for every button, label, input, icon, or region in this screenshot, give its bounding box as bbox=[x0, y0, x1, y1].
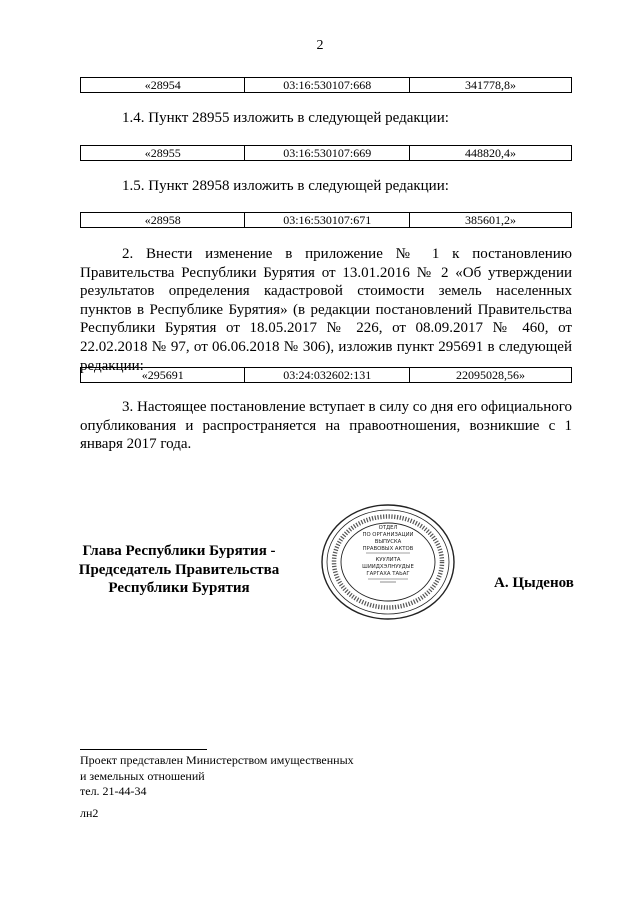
paragraph-3: 3. Настоящее постановление вступает в силу со дня его официального опубликования и распространяется на правоотношения, возникшие с 1 января 2017 года. bbox=[80, 399, 572, 453]
document-code: лн2 bbox=[80, 806, 99, 820]
table-row-28954 bbox=[80, 77, 572, 93]
seal-text: ВЫПУСКА bbox=[374, 539, 402, 545]
signatory-title-line: Председатель Правительства bbox=[78, 561, 280, 578]
seal-text: ПРАВОВЫХ АКТОВ bbox=[362, 546, 414, 552]
seal-text: ГАРГАХА ТАЬАГ bbox=[366, 571, 410, 577]
signatory-title-line: Республики Бурятия bbox=[108, 580, 250, 596]
cadastral-value: 385601,2» bbox=[409, 213, 571, 228]
footer-line: Проект представлен Министерством имущественных bbox=[80, 753, 354, 767]
footer-note bbox=[80, 753, 354, 800]
page-number: 2 bbox=[316, 38, 324, 53]
table-row-295691 bbox=[80, 367, 572, 383]
official-seal bbox=[318, 502, 458, 622]
row-number: «28958 bbox=[81, 213, 245, 228]
row-number: «295691 bbox=[81, 368, 245, 383]
footer-line: и земельных отношений bbox=[80, 768, 205, 783]
paragraph-1-5: 1.5. Пункт 28958 изложить в следующей редакции: bbox=[122, 178, 449, 194]
footer-divider bbox=[80, 749, 207, 750]
row-number: «28954 bbox=[81, 78, 245, 93]
signatory-title bbox=[72, 542, 286, 598]
signatory-title-line: Глава Республики Бурятия - bbox=[82, 543, 276, 559]
seal-text: ШИИДХЭЛНУУДЫЕ bbox=[362, 564, 414, 570]
seal-text: ОТДЕЛ bbox=[378, 525, 398, 531]
signatory-name: А. Цыденов bbox=[494, 575, 574, 591]
table-row-28958 bbox=[80, 212, 572, 228]
cadastral-number: 03:16:530107:671 bbox=[245, 213, 409, 228]
paragraph-1-4: 1.4. Пункт 28955 изложить в следующей редакции: bbox=[122, 110, 449, 126]
cadastral-number: 03:16:530107:668 bbox=[245, 78, 409, 93]
cadastral-value: 448820,4» bbox=[409, 146, 571, 161]
cadastral-number: 03:16:530107:669 bbox=[245, 146, 409, 161]
paragraph-2: 2. Внести изменение в приложение № 1 к постановлению Правительства Республики Бурятия от 13.01.2016 № 2 «Об утверждении результатов определения кадастровой стоимости земель населенных пунктов в Республике Бурятия» (в редакции постановлений Правительства Республики Бурятия от 18.05.2017 № 226, от 08.09.2017 № 460, от 22.02.2018 № 97, от 06.06.2018 № 306), изложив пункт 295691 в следующей редакции: bbox=[80, 246, 572, 374]
seal-text: ПО ОРГАНИЗАЦИИ bbox=[362, 532, 414, 538]
footer-line: тел. 21-44-34 bbox=[80, 784, 147, 798]
cadastral-number: 03:24:032602:131 bbox=[245, 368, 409, 383]
cadastral-value: 341778,8» bbox=[409, 78, 571, 93]
row-number: «28955 bbox=[81, 146, 245, 161]
seal-text: КУУЛИТА bbox=[375, 557, 401, 563]
table-row-28955 bbox=[80, 145, 572, 161]
cadastral-value: 22095028,56» bbox=[409, 368, 571, 383]
